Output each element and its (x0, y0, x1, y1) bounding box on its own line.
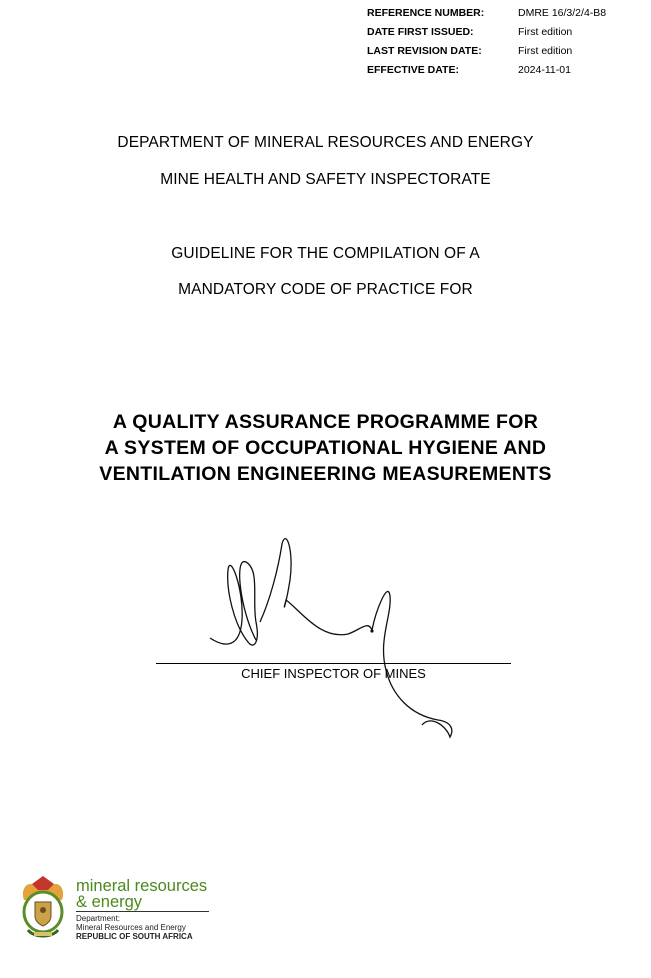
department-logo (18, 876, 218, 946)
title-line-2: A SYSTEM OF OCCUPATIONAL HYGIENE AND (104, 437, 547, 459)
logo-wordmark-line-1: mineral resources (76, 877, 208, 895)
coat-of-arms-icon (18, 876, 68, 940)
logo-country: REPUBLIC OF SOUTH AFRICA (76, 932, 193, 941)
logo-wordmark-line-2: & energy (76, 893, 143, 911)
meta-row-last-revision (367, 45, 606, 64)
logo-dept-name: Mineral Resources and Energy (76, 923, 186, 932)
guideline-line-1: GUIDELINE FOR THE COMPILATION OF A (171, 245, 480, 262)
title-line-1: A QUALITY ASSURANCE PROGRAMME FOR (112, 411, 539, 433)
reference-number-value: DMRE 16/3/2/4-B8 (518, 7, 607, 19)
department-heading: DEPARTMENT OF MINERAL RESOURCES AND ENERGY (117, 134, 534, 151)
reference-number-label: REFERENCE NUMBER: (367, 7, 485, 19)
logo-department-text (76, 914, 193, 941)
guideline-line-2: MANDATORY CODE OF PRACTICE FOR (178, 281, 473, 298)
effective-date-value: 2024-11-01 (518, 64, 571, 76)
inspectorate-heading: MINE HEALTH AND SAFETY INSPECTORATE (160, 171, 491, 188)
meta-row-effective (367, 64, 606, 83)
meta-row-first-issued (367, 26, 606, 45)
document-reference-block (367, 7, 606, 83)
title-line-3: VENTILATION ENGINEERING MEASUREMENTS (99, 463, 552, 485)
effective-date-label: EFFECTIVE DATE: (367, 64, 459, 76)
signature-line (156, 663, 511, 664)
logo-dept-label: Department: (76, 914, 121, 923)
signature-caption: CHIEF INSPECTOR OF MINES (241, 666, 426, 681)
date-first-issued-value: First edition (518, 26, 573, 38)
document-title (0, 409, 651, 487)
handwritten-signature (200, 530, 470, 745)
logo-wordmark (76, 878, 207, 910)
logo-divider (76, 911, 209, 912)
last-revision-date-value: First edition (518, 45, 573, 57)
date-first-issued-label: DATE FIRST ISSUED: (367, 26, 474, 38)
meta-row-reference (367, 7, 606, 26)
last-revision-date-label: LAST REVISION DATE: (367, 45, 482, 57)
